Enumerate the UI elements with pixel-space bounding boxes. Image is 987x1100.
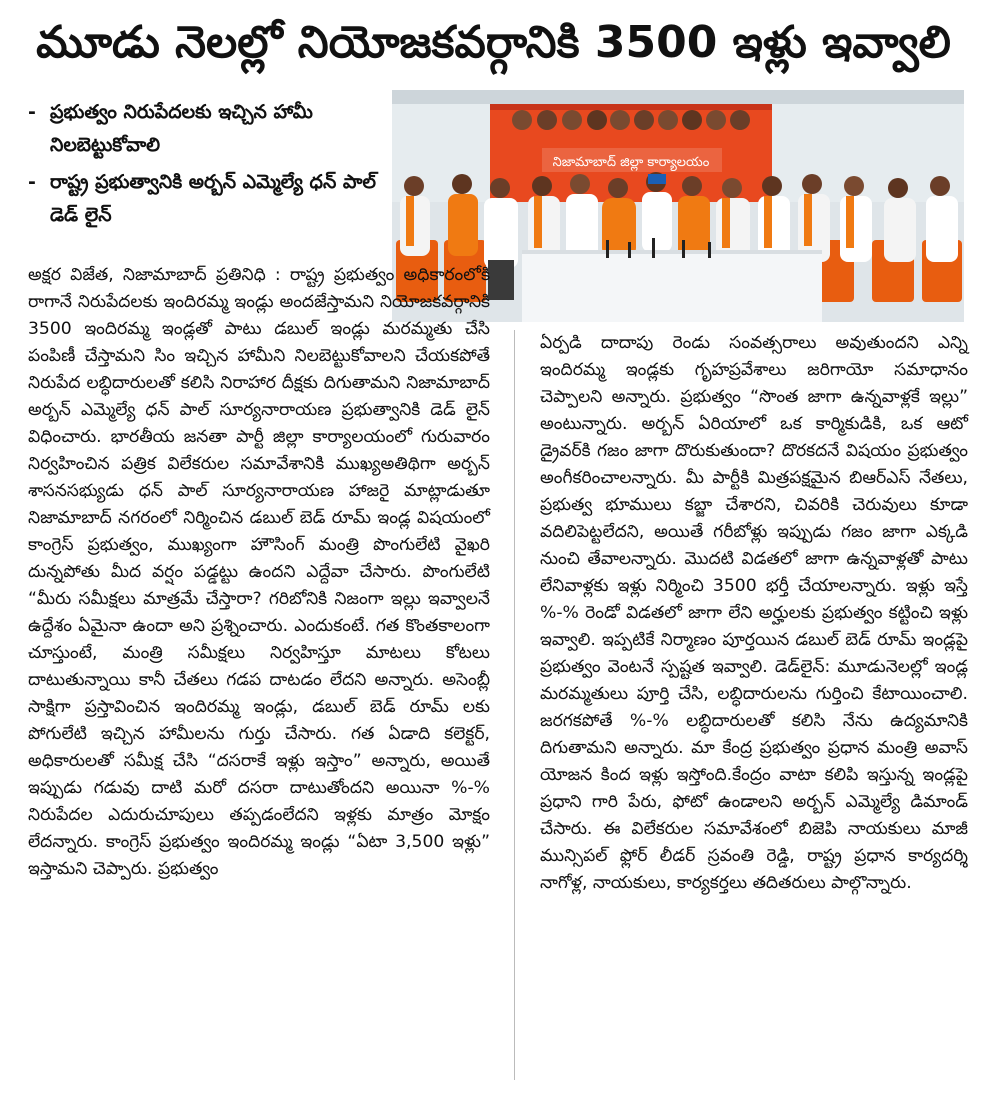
bullet-text: రాష్ట్ర ప్రభుత్వానికి అర్బన్ ఎమ్మెల్యే ధన్ పాల్ డెడ్ లైన్: [50, 171, 376, 226]
bullet-dash: -: [28, 101, 36, 123]
bullet-dash: -: [28, 171, 36, 193]
press-table: [522, 250, 822, 322]
article-text-right: ఏర్పడి దాదాపు రెండు సంవత్సరాలు అవుతుందని ఎన్ని ఇందిరమ్మ ఇండ్లకు గృహప్రవేశాలు జరిగాయో సమాధానం చెప్పాలని అన్నారు. ప్రభుత్వం “సొంత జాగా ఉన్నవాళ్లకే ఇల్లు” అంటున్నారు. అర్బన్ ఏరియాలో ఒక కార్మికుడికి, ఒక ఆటో డ్రైవర్‌కి గజం జాగా దొరుకుతుందా? దొరకదనే విషయం ప్రభుత్వం అంగీకరించాలన్నారు. మీ పార్టీకి మిత్రపక్షమైన బిఆర్ఎస్ నేతలు, ప్రభుత్వ భూములు కబ్జా చేశారని, చివరికి చెరువులు కూడా వదిలిపెట్టలేదని, అయితే గరీబోళ్లు ఇప్పుడు గజం జాగా ఎక్కడి నుంచి తేవాలన్నారు. మొదటి విడతలో జాగా ఉన్నవాళ్లతో పాటు లేనివాళ్లకు ఇళ్లు నిర్మించి 3500 భర్తీ చేయాలన్నారు. ఇళ్లు ఇస్తే %-% రెండో విడతలో జాగా లేని అర్హులకు ప్రభుత్వం కట్టించి ఇళ్లు ఇవ్వాలి. ఇప్పటికే నిర్మాణం పూర్తయిన డబుల్ బెడ్ రూమ్ ఇండ్లపై ప్రభుత్వం వెంటనే స్పష్టత ఇవ్వాలి. డెడ్‌లైన్: మూడునెలల్లో ఇండ్ల మరమ్మతులు పూర్తి చేసి, లబ్ధిదారులను గుర్తించి కేటాయించాలి. జరగకపోతే %-% లబ్ధిదారులతో కలిసి నేను ఉద్యమానికి దిగుతామని అన్నారు. మా కేంద్ర ప్రభుత్వం ప్రధాన మంత్రి అవాస్ యోజన కింద ఇళ్లు ఇస్తోంది.కేంద్రం వాటా కలిపి ఇస్తున్న ఇండ్లపై ప్రధాని గారి పేరు, ఫోటో ఉండాలని అర్బన్ ఎమ్మెల్యే డిమాండ్ చేసారు. ఈ విలేకరుల సమావేశంలో బిజెపి నాయకులు మాజీ మున్సిపల్ ఫ్లోర్ లీడర్ స్రవంతి రెడ్డి, రాష్ట్ర ప్రధాన కార్యదర్శి నాగోళ్ల, నాయకులు, కార్యకర్తలు తదితరులు పాల్గొన్నారు.: [540, 333, 968, 893]
article-column-right: [540, 330, 968, 897]
article-text-left: అక్షర విజేత, నిజామాబాద్ ప్రతినిధి : రాష్ట్ర ప్రభుత్వం అధికారంలోకి రాగానే నిరుపేదలకు ఇందిరమ్మ ఇండ్లు అందజేస్తామని నియోజకవర్గానికి 3500 ఇందిరమ్మ ఇండ్లతో పాటు డబుల్ ఇండ్లు మరమ్మతు చేసి పంపిణీ చేస్తామని సిం ఇచ్చిన హామీని నిలబెట్టుకోవాలని చేయకపోతే నిరుపేద లబ్ధిదారులతో కలిసి నిరాహార దీక్షకు దిగుతామని నిజామాబాద్ అర్బన్ ఎమ్మెల్యే ధన్ పాల్ సూర్యనారాయణ ప్రభుత్వానికి డెడ్ లైన్ విధించారు. భారతీయ జనతా పార్టీ జిల్లా కార్యాలయంలో గురువారం నిర్వహించిన పత్రిక విలేకరుల సమావేశానికి ముఖ్యఅతిథిగా అర్బన్ శాసనసభ్యుడు ధన్ పాల్ సూర్యనారాయణ హాజరై మాట్లాడుతూ నిజామాబాద్ నగరంలో నిర్మించిన డబుల్ బెడ్ రూమ్ ఇండ్ల విషయంలో కాంగ్రెస్ ప్రభుత్వం, ముఖ్యంగా హౌసింగ్ మంత్రి పొంగులేటి వైఖరి దున్నపోతు మీద వర్షం పడ్డట్టు ఉందని ఎద్దేవా చేసారు. పొంగులేటి “మీరు సమీక్షలు మాత్రమే చేస్తారా? గరిబోనికి నిజంగా ఇల్లు ఇవ్వాలనే ఉద్దేశం ఏమైనా ఉందా అని ప్రశ్నించారు. ఎందుకంటే. గత కొంతకాలంగా చూస్తుంటే, మంత్రి సమీక్షలు నిర్వహిస్తూ మాటలు కోటలు దాటుతున్నాయి కానీ చేతలు గడప దాటడం లేదని అన్నారు. అసెంబ్లీ సాక్షిగా ప్రస్తావించిన ఇందిరమ్మ ఇండ్లు, డబుల్ బెడ్ రూమ్ లకు పోగులేటి ఇచ్చిన హామీలను గుర్తు చేసారు. గత ఏడాది కలెక్టర్, అధికారులతో సమీక్ష చేసి “దసరాకే ఇళ్లు ఇస్తాం” అన్నారు, అయితే ఇప్పుడు గడువు దాటి మరో దసరా దాటుతోందని అయినా %-% నిరుపేదల ఎదురుచూపులు తప్పడంలేదని ఇళ్లకు మాత్రం మోక్షం లేదన్నారు. కాంగ్రెస్ ప్రభుత్వం ఇందిరమ్మ ఇండ్లు “ఏటా 3,500 ఇళ్లు” ఇస్తామని చెప్పారు. ప్రభుత్వం: [28, 265, 490, 879]
subheadline-bullets: [28, 96, 388, 236]
article-column-left: [28, 262, 490, 883]
banner-text: నిజామాబాద్ జిల్లా కార్యాలయం: [552, 155, 710, 170]
headline: మూడు నెలల్లో నియోజకవర్గానికి 3500 ఇళ్లు ఇవ్వాలి: [36, 17, 951, 68]
bullet-1: [28, 96, 388, 162]
bullet-text: ప్రభుత్వం నిరుపేదలకు ఇచ్చిన హామీ నిలబెట్టుకోవాలి: [50, 101, 313, 156]
bullet-2: [28, 166, 388, 232]
column-divider: [514, 330, 515, 1080]
